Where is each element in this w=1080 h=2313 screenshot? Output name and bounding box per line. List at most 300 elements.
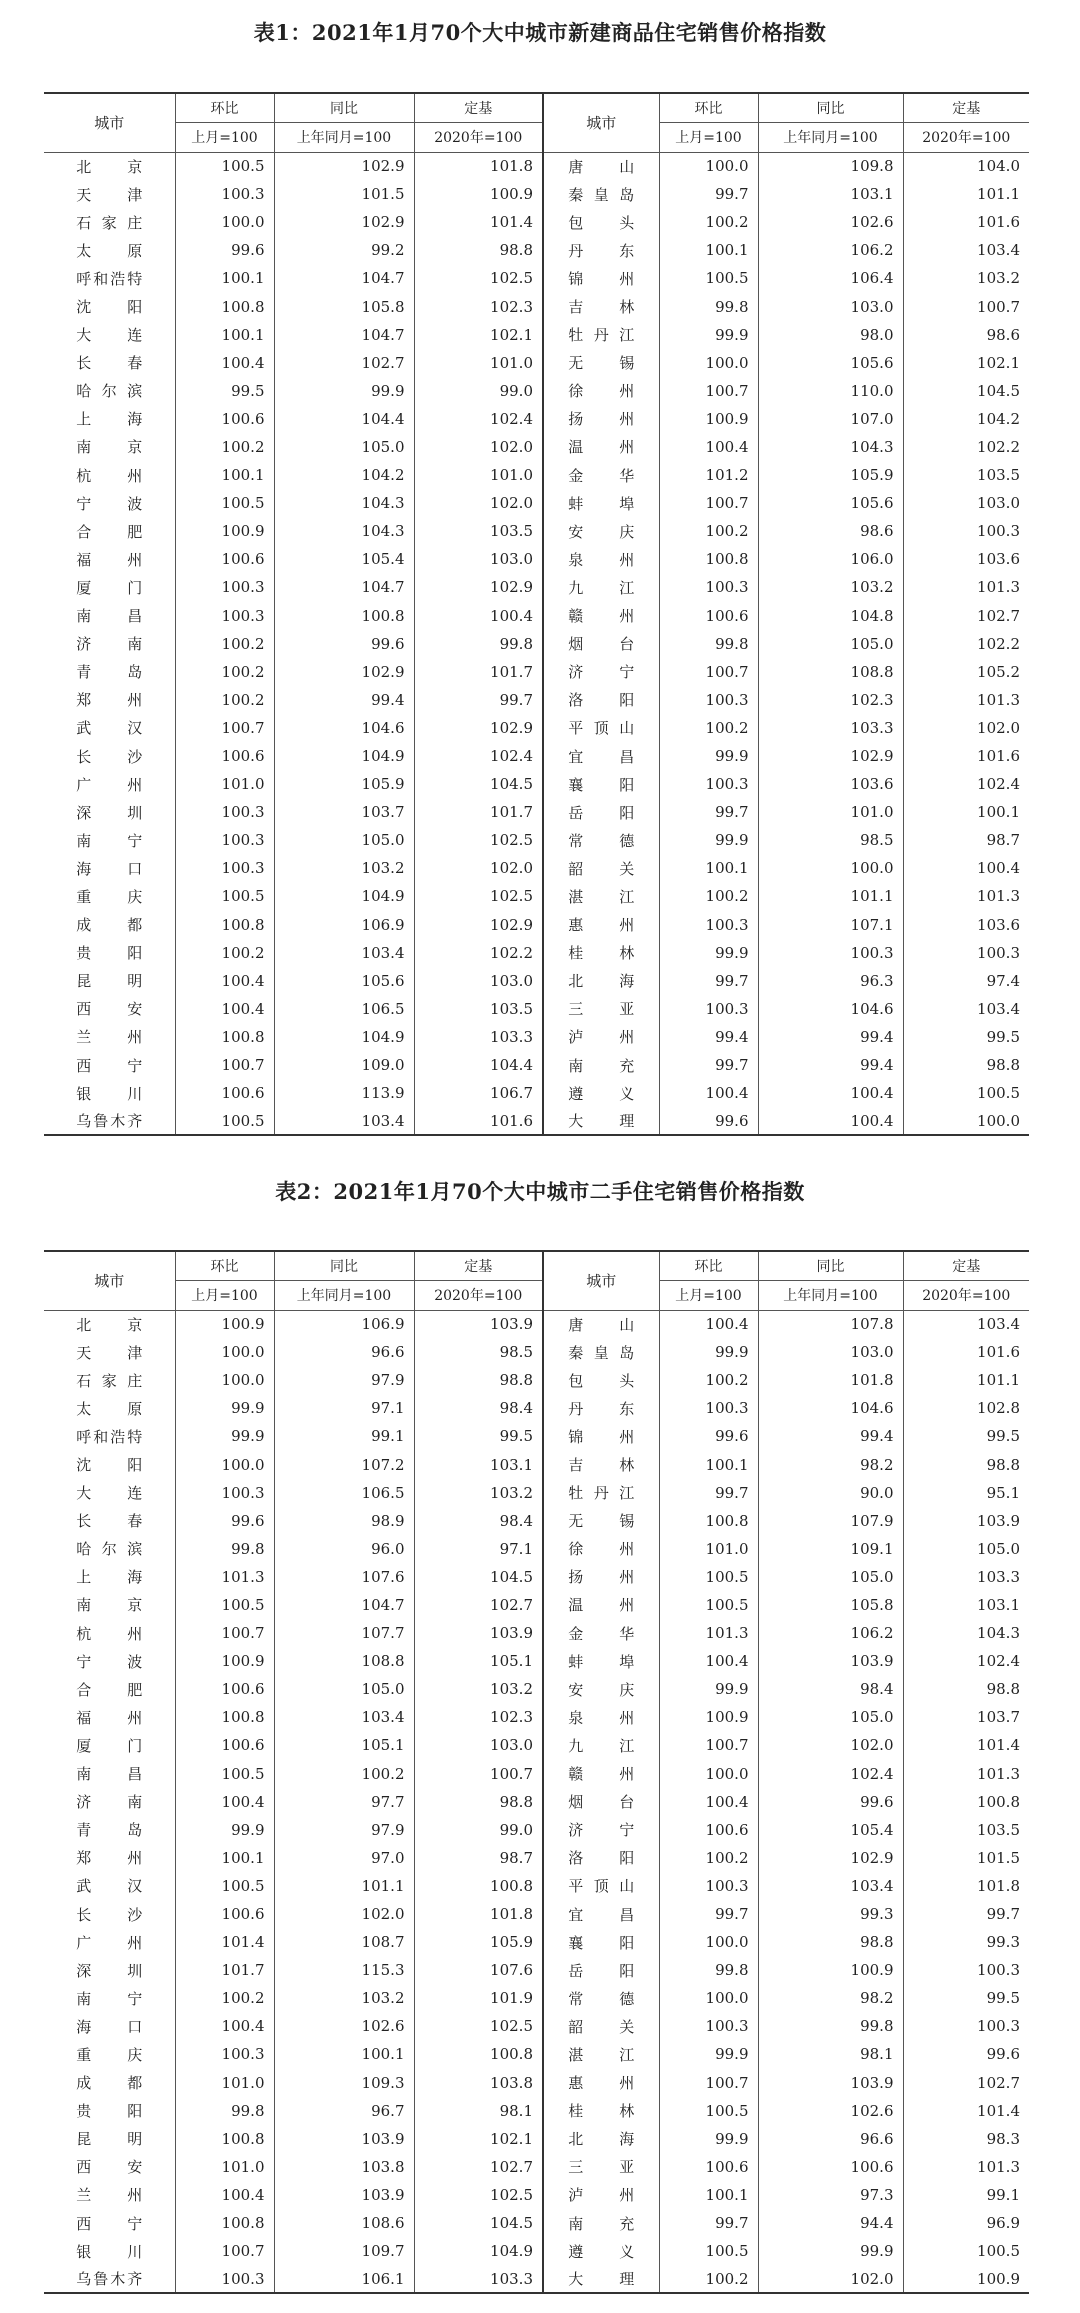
base-index: 98.8 — [414, 1366, 543, 1394]
mom-index: 100.4 — [659, 1788, 758, 1816]
table-row — [44, 2181, 1029, 2209]
city-cell — [44, 854, 175, 882]
yoy-index: 104.4 — [274, 405, 414, 433]
city-cell — [44, 1107, 175, 1135]
yoy-index: 104.6 — [758, 1394, 903, 1422]
base-index: 103.6 — [903, 545, 1029, 573]
city-name: 乌鲁木齐 — [76, 1112, 143, 1131]
city-cell — [44, 2040, 175, 2068]
column-header-city: 城市 — [44, 1251, 175, 1310]
city-name: 武汉 — [76, 719, 143, 738]
mom-index: 100.3 — [175, 1479, 274, 1507]
yoy-index: 99.4 — [274, 686, 414, 714]
header-subrow — [44, 1281, 1029, 1311]
city-cell — [543, 405, 659, 433]
base-index: 99.0 — [414, 1816, 543, 1844]
column-header-yoy: 同比 — [758, 93, 903, 123]
mom-index: 99.6 — [659, 1107, 758, 1135]
mom-index: 101.4 — [175, 1928, 274, 1956]
mom-index: 100.6 — [175, 742, 274, 770]
city-cell — [543, 967, 659, 995]
city-cell — [44, 321, 175, 349]
base-index: 104.4 — [414, 1051, 543, 1079]
base-index: 99.6 — [903, 2040, 1029, 2068]
city-cell — [543, 1956, 659, 1984]
city-cell — [44, 1450, 175, 1478]
city-name: 大连 — [76, 1484, 143, 1503]
city-name: 沈阳 — [76, 1456, 143, 1475]
city-name: 平顶山 — [568, 719, 635, 738]
base-index: 101.3 — [903, 882, 1029, 910]
yoy-index: 101.1 — [274, 1872, 414, 1900]
mom-index: 99.8 — [659, 1956, 758, 1984]
city-cell — [543, 1900, 659, 1928]
city-cell — [543, 545, 659, 573]
column-header-yoy: 同比 — [274, 1251, 414, 1281]
city-cell — [543, 2237, 659, 2265]
table-row — [44, 1507, 1029, 1535]
yoy-index: 106.2 — [758, 1619, 903, 1647]
yoy-index: 105.9 — [274, 770, 414, 798]
city-cell — [44, 967, 175, 995]
city-name: 无锡 — [568, 354, 635, 373]
base-index: 101.7 — [414, 798, 543, 826]
base-index: 103.0 — [903, 489, 1029, 517]
price-index-table-2 — [44, 1250, 1029, 2294]
city-name: 北海 — [568, 972, 635, 991]
base-index: 102.0 — [414, 433, 543, 461]
mom-index: 100.0 — [659, 152, 758, 180]
yoy-index: 100.9 — [758, 1956, 903, 1984]
city-name: 石家庄 — [76, 213, 143, 232]
yoy-index: 100.3 — [758, 939, 903, 967]
mom-index: 99.6 — [175, 1507, 274, 1535]
city-name: 厦门 — [76, 578, 143, 597]
mom-index: 99.9 — [659, 321, 758, 349]
mom-index: 100.0 — [659, 349, 758, 377]
table-row — [44, 770, 1029, 798]
mom-index: 99.8 — [659, 630, 758, 658]
city-name: 唐山 — [568, 1315, 635, 1334]
yoy-index: 103.9 — [274, 2125, 414, 2153]
mom-index: 100.9 — [175, 1310, 274, 1338]
city-cell — [543, 1023, 659, 1051]
city-name: 济南 — [76, 1793, 143, 1812]
mom-index: 99.9 — [659, 2125, 758, 2153]
base-index: 104.3 — [903, 1619, 1029, 1647]
mom-index: 100.5 — [659, 2097, 758, 2125]
table-row — [44, 2153, 1029, 2181]
table-row — [44, 1619, 1029, 1647]
yoy-index: 101.1 — [758, 882, 903, 910]
mom-index: 99.7 — [659, 798, 758, 826]
yoy-index: 103.0 — [758, 1338, 903, 1366]
city-name: 济宁 — [568, 1821, 635, 1840]
yoy-index: 107.1 — [758, 911, 903, 939]
base-index: 102.2 — [903, 433, 1029, 461]
mom-index: 100.6 — [659, 2153, 758, 2181]
city-name: 福州 — [76, 550, 143, 569]
yoy-index: 103.6 — [758, 770, 903, 798]
city-cell — [44, 1703, 175, 1731]
city-name: 韶关 — [568, 2017, 635, 2036]
table-row — [44, 1535, 1029, 1563]
yoy-index: 103.3 — [758, 714, 903, 742]
mom-index: 100.4 — [175, 967, 274, 995]
mom-index: 100.3 — [175, 854, 274, 882]
city-cell — [543, 573, 659, 601]
city-cell — [44, 630, 175, 658]
yoy-index: 104.7 — [274, 321, 414, 349]
city-name: 沈阳 — [76, 298, 143, 317]
city-name: 岳阳 — [568, 803, 635, 822]
table-row — [44, 1844, 1029, 1872]
mom-index: 100.0 — [659, 1984, 758, 2012]
yoy-index: 102.0 — [274, 1900, 414, 1928]
table-body — [44, 1310, 1029, 2293]
table-row — [44, 2012, 1029, 2040]
mom-index: 100.7 — [659, 658, 758, 686]
base-index: 103.8 — [414, 2069, 543, 2097]
yoy-index: 102.9 — [758, 742, 903, 770]
city-name: 烟台 — [568, 635, 635, 654]
base-index: 102.7 — [414, 1591, 543, 1619]
city-cell — [543, 377, 659, 405]
table-row — [44, 1956, 1029, 1984]
yoy-index: 101.0 — [758, 798, 903, 826]
mom-index: 100.3 — [659, 1872, 758, 1900]
mom-index: 100.5 — [175, 1591, 274, 1619]
city-cell — [543, 911, 659, 939]
mom-index: 101.0 — [175, 770, 274, 798]
city-cell — [44, 1023, 175, 1051]
city-name: 常德 — [568, 831, 635, 850]
city-name: 扬州 — [568, 1568, 635, 1587]
city-name: 吉林 — [568, 298, 635, 317]
yoy-index: 99.9 — [274, 377, 414, 405]
table-row — [44, 264, 1029, 292]
mom-index: 99.7 — [659, 967, 758, 995]
city-cell — [44, 1366, 175, 1394]
mom-index: 100.5 — [659, 1591, 758, 1619]
city-cell — [44, 2237, 175, 2265]
yoy-index: 102.9 — [274, 152, 414, 180]
city-name: 丹东 — [568, 1399, 635, 1418]
mom-index: 99.7 — [659, 1900, 758, 1928]
city-name: 岳阳 — [568, 1961, 635, 1980]
yoy-index: 103.4 — [274, 1107, 414, 1135]
city-name: 银川 — [76, 2242, 143, 2261]
base-index: 101.4 — [414, 208, 543, 236]
table-row — [44, 321, 1029, 349]
city-cell — [44, 377, 175, 405]
city-cell — [543, 2153, 659, 2181]
mom-index: 100.4 — [659, 1647, 758, 1675]
city-name: 武汉 — [76, 1877, 143, 1896]
mom-index: 100.1 — [175, 1844, 274, 1872]
table-row — [44, 461, 1029, 489]
table-row — [44, 1760, 1029, 1788]
mom-index: 100.1 — [659, 2181, 758, 2209]
yoy-index: 105.6 — [758, 489, 903, 517]
yoy-index: 113.9 — [274, 1079, 414, 1107]
table-row — [44, 489, 1029, 517]
city-cell — [543, 882, 659, 910]
city-cell — [44, 208, 175, 236]
base-index: 103.3 — [903, 1563, 1029, 1591]
city-cell — [44, 1984, 175, 2012]
mom-index: 100.0 — [659, 1760, 758, 1788]
base-index: 103.1 — [903, 1591, 1029, 1619]
base-index: 103.7 — [903, 1703, 1029, 1731]
yoy-index: 103.0 — [758, 292, 903, 320]
base-index: 103.5 — [903, 461, 1029, 489]
yoy-index: 104.6 — [758, 995, 903, 1023]
table-row — [44, 2040, 1029, 2068]
city-cell — [44, 292, 175, 320]
mom-index: 100.0 — [175, 1338, 274, 1366]
mom-index: 100.6 — [175, 405, 274, 433]
city-name: 徐州 — [568, 382, 635, 401]
mom-index: 99.9 — [659, 1338, 758, 1366]
yoy-index: 97.9 — [274, 1816, 414, 1844]
mom-index: 100.7 — [175, 2237, 274, 2265]
yoy-index: 108.8 — [758, 658, 903, 686]
yoy-index: 99.4 — [758, 1023, 903, 1051]
base-index: 103.3 — [414, 1023, 543, 1051]
base-index: 103.3 — [414, 2265, 543, 2293]
base-index: 104.0 — [903, 152, 1029, 180]
city-name: 广州 — [76, 1933, 143, 1952]
base-index: 102.5 — [414, 826, 543, 854]
base-index: 100.4 — [414, 602, 543, 630]
mom-index: 100.2 — [175, 686, 274, 714]
yoy-index: 106.9 — [274, 1310, 414, 1338]
city-name: 桂林 — [568, 2102, 635, 2121]
city-name: 大理 — [568, 1112, 635, 1131]
base-index: 104.5 — [903, 377, 1029, 405]
city-cell — [44, 1310, 175, 1338]
city-cell — [44, 405, 175, 433]
city-cell — [44, 1507, 175, 1535]
column-subheader-base: 2020年=100 — [903, 123, 1029, 153]
city-cell — [44, 1872, 175, 1900]
yoy-index: 105.4 — [758, 1816, 903, 1844]
table-row — [44, 349, 1029, 377]
base-index: 104.5 — [414, 2209, 543, 2237]
city-cell — [543, 1450, 659, 1478]
mom-index: 99.9 — [659, 742, 758, 770]
mom-index: 100.4 — [175, 995, 274, 1023]
base-index: 99.1 — [903, 2181, 1029, 2209]
base-index: 98.8 — [414, 1788, 543, 1816]
city-name: 扬州 — [568, 410, 635, 429]
city-name: 九江 — [568, 1736, 635, 1755]
base-index: 102.4 — [903, 1647, 1029, 1675]
city-cell — [543, 602, 659, 630]
base-index: 101.3 — [903, 1760, 1029, 1788]
mom-index: 99.9 — [175, 1394, 274, 1422]
base-index: 104.5 — [414, 770, 543, 798]
city-name: 杭州 — [76, 466, 143, 485]
table-row — [44, 573, 1029, 601]
table-row — [44, 1731, 1029, 1759]
mom-index: 99.7 — [659, 1051, 758, 1079]
table-row — [44, 292, 1029, 320]
mom-index: 100.8 — [175, 2209, 274, 2237]
city-cell — [543, 1422, 659, 1450]
mom-index: 101.7 — [175, 1956, 274, 1984]
city-cell — [543, 2265, 659, 2293]
city-name: 海口 — [76, 2017, 143, 2036]
yoy-index: 104.7 — [274, 1591, 414, 1619]
city-cell — [44, 1788, 175, 1816]
mom-index: 100.4 — [659, 1079, 758, 1107]
city-cell — [543, 1731, 659, 1759]
table-row — [44, 1816, 1029, 1844]
mom-index: 101.2 — [659, 461, 758, 489]
city-name: 温州 — [568, 1596, 635, 1615]
column-subheader-base: 2020年=100 — [414, 123, 543, 153]
city-name: 南京 — [76, 1596, 143, 1615]
city-name: 九江 — [568, 578, 635, 597]
base-index: 99.5 — [414, 1422, 543, 1450]
table-row — [44, 714, 1029, 742]
base-index: 101.8 — [903, 1872, 1029, 1900]
base-index: 103.6 — [903, 911, 1029, 939]
city-cell — [543, 2069, 659, 2097]
yoy-index: 104.7 — [274, 264, 414, 292]
table-row — [44, 630, 1029, 658]
base-index: 100.3 — [903, 2012, 1029, 2040]
city-cell — [543, 2125, 659, 2153]
city-name: 银川 — [76, 1084, 143, 1103]
table-row — [44, 2237, 1029, 2265]
mom-index: 100.3 — [659, 911, 758, 939]
city-name: 乌鲁木齐 — [76, 2270, 143, 2289]
city-cell — [44, 1956, 175, 1984]
city-name: 牡丹江 — [568, 326, 635, 345]
mom-index: 100.5 — [175, 489, 274, 517]
mom-index: 100.2 — [659, 517, 758, 545]
city-cell — [543, 742, 659, 770]
yoy-index: 105.0 — [758, 1563, 903, 1591]
base-index: 104.9 — [414, 2237, 543, 2265]
city-cell — [543, 939, 659, 967]
base-index: 102.9 — [414, 714, 543, 742]
table-row — [44, 1647, 1029, 1675]
table-row — [44, 180, 1029, 208]
city-cell — [44, 1394, 175, 1422]
base-index: 102.5 — [414, 882, 543, 910]
city-cell — [543, 770, 659, 798]
table-row — [44, 826, 1029, 854]
table-title-2: 表2：2021年1月70个大中城市二手住宅销售价格指数 — [275, 1179, 805, 1204]
mom-index: 99.7 — [659, 180, 758, 208]
yoy-index: 103.1 — [758, 180, 903, 208]
base-index: 101.4 — [903, 1731, 1029, 1759]
base-index: 103.0 — [414, 967, 543, 995]
city-name: 青岛 — [76, 663, 143, 682]
column-header-mom: 环比 — [659, 1251, 758, 1281]
city-cell — [543, 152, 659, 180]
yoy-index: 96.6 — [758, 2125, 903, 2153]
base-index: 102.7 — [903, 2069, 1029, 2097]
city-cell — [44, 1079, 175, 1107]
city-name: 泸州 — [568, 2186, 635, 2205]
city-name: 天津 — [76, 1343, 143, 1362]
city-cell — [543, 826, 659, 854]
city-name: 金华 — [568, 1624, 635, 1643]
city-name: 福州 — [76, 1708, 143, 1727]
city-name: 泉州 — [568, 1708, 635, 1727]
yoy-index: 105.4 — [274, 545, 414, 573]
yoy-index: 105.6 — [758, 349, 903, 377]
city-name: 昆明 — [76, 2130, 143, 2149]
city-cell — [44, 2181, 175, 2209]
column-header-base: 定基 — [903, 1251, 1029, 1281]
table-row — [44, 236, 1029, 264]
base-index: 102.8 — [903, 1394, 1029, 1422]
yoy-index: 105.0 — [758, 1703, 903, 1731]
base-index: 103.9 — [414, 1619, 543, 1647]
base-index: 103.2 — [903, 264, 1029, 292]
city-cell — [44, 1844, 175, 1872]
yoy-index: 106.9 — [274, 911, 414, 939]
column-header-mom: 环比 — [659, 93, 758, 123]
yoy-index: 98.2 — [758, 1450, 903, 1478]
city-name: 惠州 — [568, 916, 635, 935]
table-row — [44, 1928, 1029, 1956]
yoy-index: 105.0 — [274, 826, 414, 854]
table-row — [44, 1703, 1029, 1731]
table-row — [44, 1310, 1029, 1338]
table-row — [44, 1479, 1029, 1507]
city-cell — [44, 1900, 175, 1928]
base-index: 99.5 — [903, 1422, 1029, 1450]
base-index: 103.5 — [903, 1816, 1029, 1844]
city-cell — [44, 1051, 175, 1079]
table-row — [44, 995, 1029, 1023]
city-cell — [543, 2097, 659, 2125]
city-cell — [543, 1563, 659, 1591]
yoy-index: 99.1 — [274, 1422, 414, 1450]
city-name: 合肥 — [76, 522, 143, 541]
column-subheader-yoy: 上年同月=100 — [758, 123, 903, 153]
city-cell — [543, 2181, 659, 2209]
yoy-index: 107.8 — [758, 1310, 903, 1338]
mom-index: 100.3 — [659, 2012, 758, 2040]
yoy-index: 104.3 — [758, 433, 903, 461]
city-name: 成都 — [76, 916, 143, 935]
city-cell — [543, 433, 659, 461]
mom-index: 99.6 — [175, 236, 274, 264]
yoy-index: 109.3 — [274, 2069, 414, 2097]
yoy-index: 99.8 — [758, 2012, 903, 2040]
yoy-index: 103.2 — [758, 573, 903, 601]
yoy-index: 96.3 — [758, 967, 903, 995]
city-cell — [543, 798, 659, 826]
yoy-index: 99.4 — [758, 1422, 903, 1450]
yoy-index: 100.2 — [274, 1760, 414, 1788]
city-name: 深圳 — [76, 803, 143, 822]
city-cell — [543, 854, 659, 882]
mom-index: 100.0 — [175, 1450, 274, 1478]
mom-index: 99.4 — [659, 1023, 758, 1051]
yoy-index: 104.9 — [274, 742, 414, 770]
city-cell — [44, 2153, 175, 2181]
city-cell — [543, 1338, 659, 1366]
